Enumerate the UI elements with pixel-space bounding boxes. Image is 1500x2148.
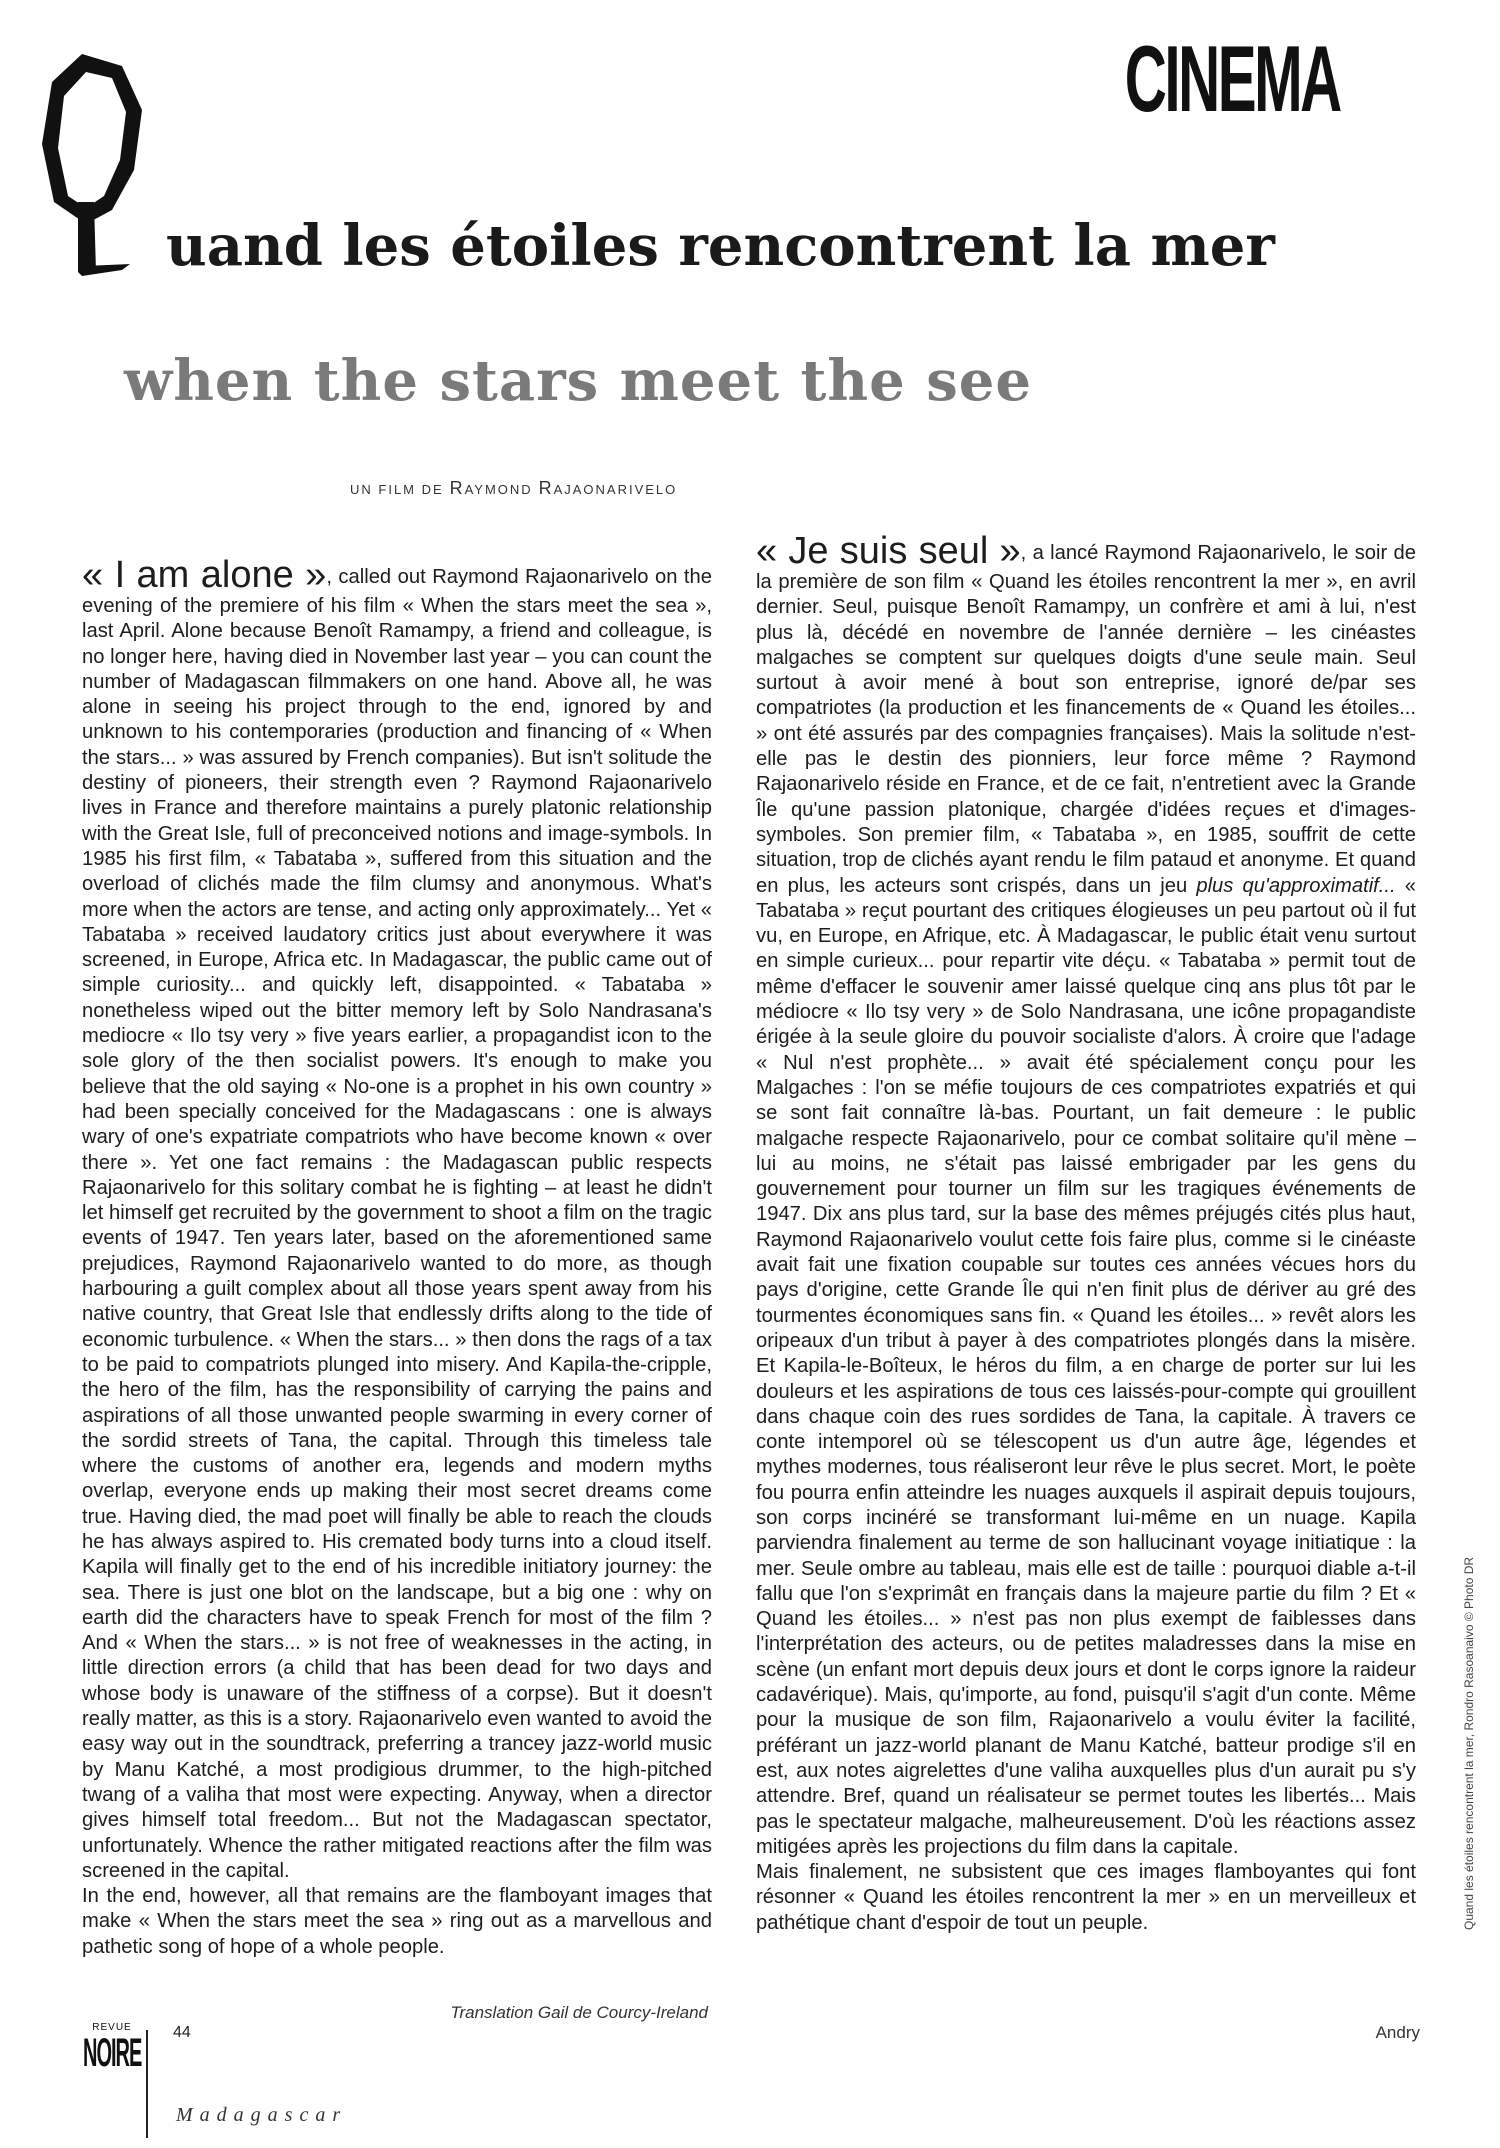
translation-credit: Translation Gail de Courcy-Ireland bbox=[450, 2003, 708, 2022]
credit-prefix: UN FILM DE bbox=[350, 482, 444, 497]
author-signature: Andry bbox=[1375, 2023, 1420, 2042]
french-body-1: , a lancé Raymond Rajaonarivelo, le soir de la première de son film « Quand les étoiles rencontrent la mer », en avril dernier. Seul, puisque Benoît Ramampy, un confrère et ami à lui, n'est plus là, décédé en novembre de l'année dernière – les cinéastes malgaches se comptent sur quelques doigts d'une seule main. Seul surtout à avoir mené à bout son entreprise, ignoré de/par ses compatriotes (la production et les financements de « Quand les étoiles... » ont été assurés par des compagnies françaises). Mais la solitude n'est-elle pas le destin des pionniers, leur force même ? Raymond Rajaonarivelo réside en France, et de ce fait, n'entretient avec la Grande Île qu'une passion platonique, chargée d'idées reçues et d'images-symboles. Son premier film, « Tabataba », en 1985, souffrit de cette situation, trop de clichés ayant rendu le film pataud et anonyme. Et quand en plus, les acteurs sont crispés, dans un jeu bbox=[756, 542, 1416, 897]
article-title: uand les étoiles rencontrent la mer bbox=[166, 213, 1275, 279]
section-label: CINEMA bbox=[1124, 26, 1340, 131]
article-subtitle: when the stars meet the see bbox=[124, 348, 1033, 414]
film-credit bbox=[350, 478, 677, 499]
drop-cap-q-letter bbox=[38, 52, 144, 277]
english-body-1: , called out Raymond Rajaonarivelo on the evening of the premiere of his film « When the stars meet the sea », last April. Alone because Benoît Ramampy, a friend and colleague, is no longer here, having died in November last year – you can count the number of Madagascan filmmakers on one hand. Above all, he was alone in seeing his project through to the end, ignored by and unknown to his contemporaries (production and financing of « When the stars... » was assured by French companies). But isn't solitude the destiny of pioneers, their strength even ? Raymond Rajaonarivelo lives in France and therefore maintains a purely platonic relationship with the Great Isle, full of preconceived notions and image-symbols. In 1985 his first film, « Tabataba », suffered from this situation and the overload of clichés made the film clumsy and anonymous. What's more when the actors are tense, and acting only approximately... Yet « Tabataba » received laudatory critics just about everywhere it was screened, in Europe, Africa etc. In Madagascar, the public came out of simple curiosity... and quickly left, disappointed. « Tabataba » nonetheless wiped out the bitter memory left by Solo Nandrasana's mediocre « Ilo tsy very » five years earlier, a propagandist icon to the sole glory of the then socialist powers. It's enough to make you believe that the old saying « No-one is a prophet in his own country » had been specially conceived for the Madagascans : one is always wary of one's expatriate compatriots who have become known « over there ». Yet one fact remains : the Madagascan public respects Rajaonarivelo for this solitary combat he is fighting – at least he didn't let himself get recruited by the government to shoot a film on the tragic events of 1947. Ten years later, based on the aforementioned same prejudices, Raymond Rajaonarivelo wanted to do more, as though harbouring a guilt complex about all those years spent away from his native country, that Great Isle that endlessly drifts along to the tide of economic turbulence. « When the stars... » then dons the rags of a tax to be paid to compatriots plunged into misery. And Kapila-the-cripple, the hero of the film, has the responsibility of carrying the pains and aspirations of all those unwanted people swarming in every corner of the sordid streets of Tana, the capital. Through this timeless tale where the customs of another era, legends and modern myths overlap, everyone ends up making their most secret dreams come true. Having died, the mad poet will finally be able to reach the clouds he has always aspired to. His cremated body turns into a cloud itself. Kapila will finally get to the end of his incredible initiatory journey: the sea. There is just one blot on the landscape, but a big one : why on earth did the characters have to speak French for most of the film ? And « When the stars... » is not free of weaknesses in the acting, in little direction errors (a child that has been dead for two days and whose body is unaware of the stiffness of a corpse). But it doesn't really matter, as this is a story. Rajaonarivelo even wanted to avoid the easy way out in the soundtrack, preferring a trancey jazz-world music by Manu Katché, a most prodigious drummer, to the high-pitched twang of a valiha that most were expecting. Anyway, when a director gives himself total freedom... But not the Madagascan spectator, unfortunately. Whence the rather mitigated reactions after the film was screened in the capital. bbox=[82, 566, 712, 1882]
footer-divider bbox=[146, 2030, 148, 2138]
french-body-1b: « Tabataba » reçut pourtant des critiques élogieuses un peu partout où il fut vu, en Europe, en Afrique, etc. À Madagascar, le public était venu surtout en simple curieux... pour repartir vite déçu. « Tabataba » permit tout de même d'effacer le souvenir amer laissé quelque cinq ans plus tôt par le médiocre « Ilo tsy very » de Solo Nandrasana, une icône propagandiste érigée à la seule gloire du pouvoir socialiste d'alors. À croire que l'adage « Nul n'est prophète... » avait été spécialement conçu pour les Malgaches : l'on se méfie toujours de ces compatriotes expatriés et qui se sont fait connaître là-bas. Pourtant, un fait demeure : le public malgache respecte Rajaonarivelo, pour ce combat solitaire qu'il mène – lui au moins, ne s'était pas laissé embrigader par les gens du gouvernement pour tourner un film sur les tragiques événements de 1947. Dix ans plus tard, sur la base des mêmes préjugés cités plus haut, Raymond Rajaonarivelo voulut cette fois faire plus, comme si le cinéaste avait fait une fixation coupable sur toutes ces années vécues hors du pays d'origine, cette Grande Île qui n'en finit plus de dériver au gré des tourmentes économiques sans fin. « Quand les étoiles... » revêt alors les oripeaux d'un tribut à payer à des compatriotes plongés dans la misère. Et Kapila-le-Boîteux, le héros du film, a en charge de porter sur lui les douleurs et les aspirations de tous ces laissés-pour-compte qui grouillent dans chaque coin des rues sordides de Tana, la capitale. À travers ce conte intemporel où se télescopent us d'un autre âge, légendes et mythes modernes, tous réaliseront leur rêve le plus secret. Mort, le poète fou pourra enfin atteindre les nuages auxquels il aspirait depuis toujours, son corps incinéré se transformant lui-même en un nuage. Kapila parviendra finalement au terme de son hallucinant voyage initiatique : la mer. Seule ombre au tableau, mais elle est de taille : pourquoi diable a-t-il fallu que l'on s'exprimât en français dans la majeure partie du film ? Et « Quand les étoiles... » n'est pas non plus exempt de faiblesses dans l'interprétation des acteurs, ou de petites maladresses dans la mise en scène (un enfant mort depuis deux jours et dont le corps ignore la raideur cadavérique). Mais, qu'importe, au fond, puisqu'il s'agit d'un conte. Même pour la musique de son film, Rajaonarivelo a voulu éviter la facilité, préférant un jazz-world planant de Manu Katché, batteur prodige s'il en est, aux notes aigrelettes d'une valiha auxquelles plus d'un aurait pu s'y attendre. Bref, quand un réalisateur se permet toutes les libertés... Mais pas le spectateur malgache, malheureusement. D'où les réactions assez mitigées après les projections du film dans la capitale. bbox=[756, 874, 1417, 1858]
english-lead-quote: « I am alone » bbox=[82, 554, 327, 596]
credit-surname-rest: AJAONARIVELO bbox=[553, 482, 678, 497]
credit-surname-initial: R bbox=[538, 478, 554, 498]
revue-noire-logo bbox=[83, 2022, 141, 2073]
french-italic-phrase: plus qu'approximatif... bbox=[1196, 874, 1396, 897]
photo-credit-vertical: Quand les étoiles rencontrent la mer, Rondro Rasoanaivo © Photo DR bbox=[1462, 1556, 1476, 1930]
french-column bbox=[756, 532, 1416, 1936]
logo-revue-text: REVUE bbox=[92, 2022, 132, 2033]
french-lead-quote: « Je suis seul » bbox=[756, 530, 1021, 572]
credit-name-initial: R bbox=[449, 478, 465, 498]
issue-title: Madagascar bbox=[176, 2104, 348, 2126]
english-column bbox=[82, 556, 712, 1960]
page-number: 44 bbox=[173, 2024, 191, 2041]
credit-name-rest: AYMOND bbox=[464, 482, 533, 497]
french-paragraph-1 bbox=[756, 532, 1416, 1860]
french-paragraph-2: Mais finalement, ne subsistent que ces images flamboyantes qui font résonner « Quand les étoiles rencontrent la mer » en un merveilleux et pathétique chant d'espoir de tout un peuple. bbox=[756, 1861, 1416, 1934]
logo-noire-text: NOIRE bbox=[83, 2031, 142, 2075]
english-paragraph-1 bbox=[82, 556, 712, 1884]
english-paragraph-2: In the end, however, all that remains are the flamboyant images that make « When the stars meet the sea » ring out as a marvellous and pathetic song of hope of a whole people. bbox=[82, 1885, 712, 1958]
